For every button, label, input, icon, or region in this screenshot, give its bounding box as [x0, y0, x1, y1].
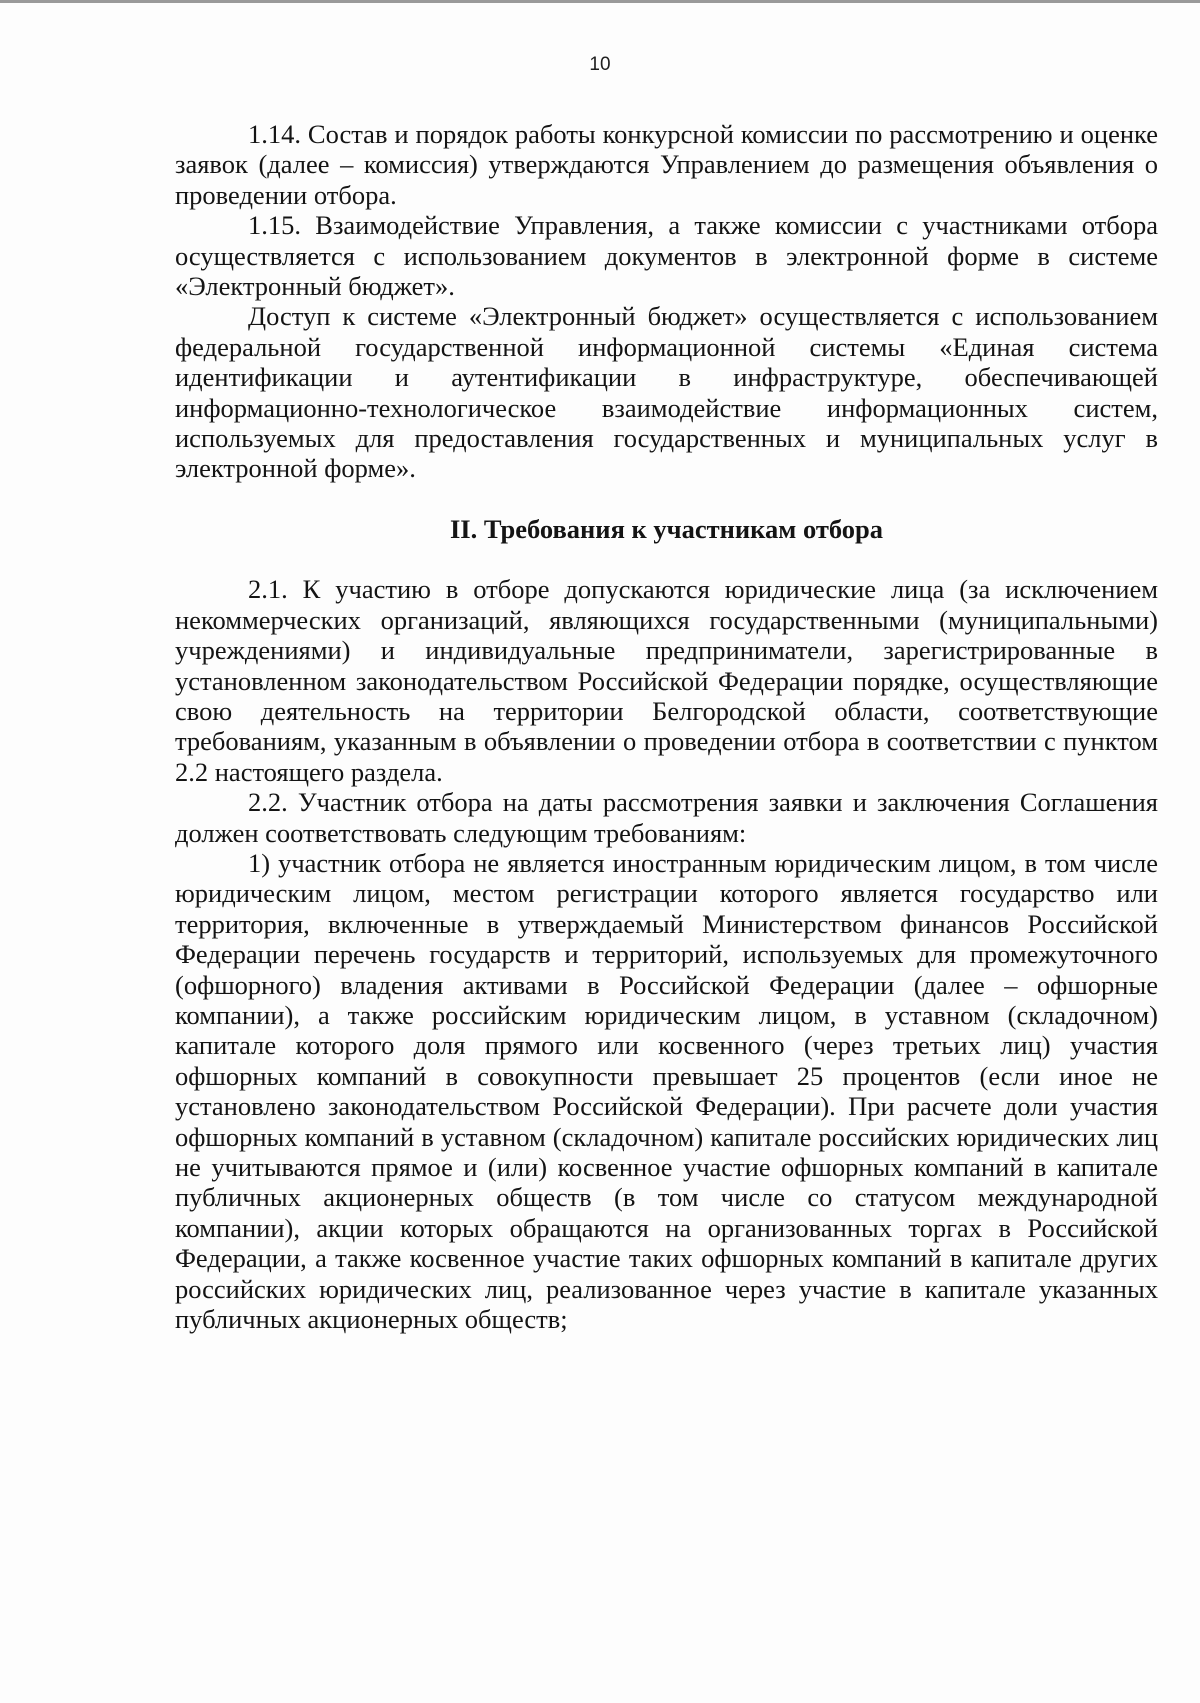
paragraph-2-2-item-1: 1) участник отбора не является иностранным юридическим лицом, в том числе юридическим лицом, местом регистрации которого является государство или территория, включенные в утверждаемый Министерством финансов Российской Федерации перечень государств и территорий, используемых для промежуточного (офшорного) владения активами в Российской Федерации (далее – офшорные компании), а также российским юридическим лицом, в уставном (складочном) капитале которого доля прямого или косвенного (через третьих лиц) участия офшорных компаний в совокупности превышает 25 процентов (если иное не установлено законодательством Российской Федерации). При расчете доли участия офшорных компаний в уставном (складочном) капитале российских юридических лиц не учитываются прямое и (или) косвенное участие офшорных компаний в капитале публичных акционерных обществ (в том числе со статусом международной компании), акции которых обращаются на организованных торгах в Российской Федерации, а также косвенное участие таких офшорных компаний в капитале других российских юридических лиц, реализованное через участие в капитале указанных публичных акционерных обществ; [175, 847, 1158, 1335]
page-number: 10 [589, 54, 611, 75]
section-heading: II. Требования к участникам отбора [449, 513, 884, 544]
document-body [175, 119, 1158, 1334]
paragraph-2-2: 2.2. Участник отбора на даты рассмотрения заявки и заключения Соглашения должен соответствовать следующим требованиям: [175, 787, 1158, 848]
paragraph-1-14: 1.14. Состав и порядок работы конкурсной комиссии по рассмотрению и оценке заявок (далее – комиссия) утверждаются Управлением до размещения объявления о проведении отбора. [175, 119, 1158, 210]
paragraph-access: Доступ к системе «Электронный бюджет» осуществляется с использованием федеральной государственной информационной системы «Единая система идентификации и аутентификации в инфраструктуре, обеспечивающей информационно-технологическое взаимодействие информационных систем, используемых для предоставления государственных и муниципальных услуг в электронной форме». [175, 301, 1158, 484]
paragraph-1-15: 1.15. Взаимодействие Управления, а также комиссии с участниками отбора осуществляется с использованием документов в электронной форме в системе «Электронный бюджет». [175, 210, 1158, 302]
scan-edge-line [0, 0, 1200, 3]
paragraph-2-1: 2.1. К участию в отборе допускаются юридические лица (за исключением некоммерческих организаций, являющихся государственными (муниципальными) учреждениями) и индивидуальные предприниматели, зарегистрированные в установленном законодательством Российской Федерации порядке, осуществляющие свою деятельность на территории Белгородской области, соответствующие требованиям, указанным в объявлении о проведении отбора в соответствии с пунктом 2.2 настоящего раздела. [175, 574, 1158, 787]
